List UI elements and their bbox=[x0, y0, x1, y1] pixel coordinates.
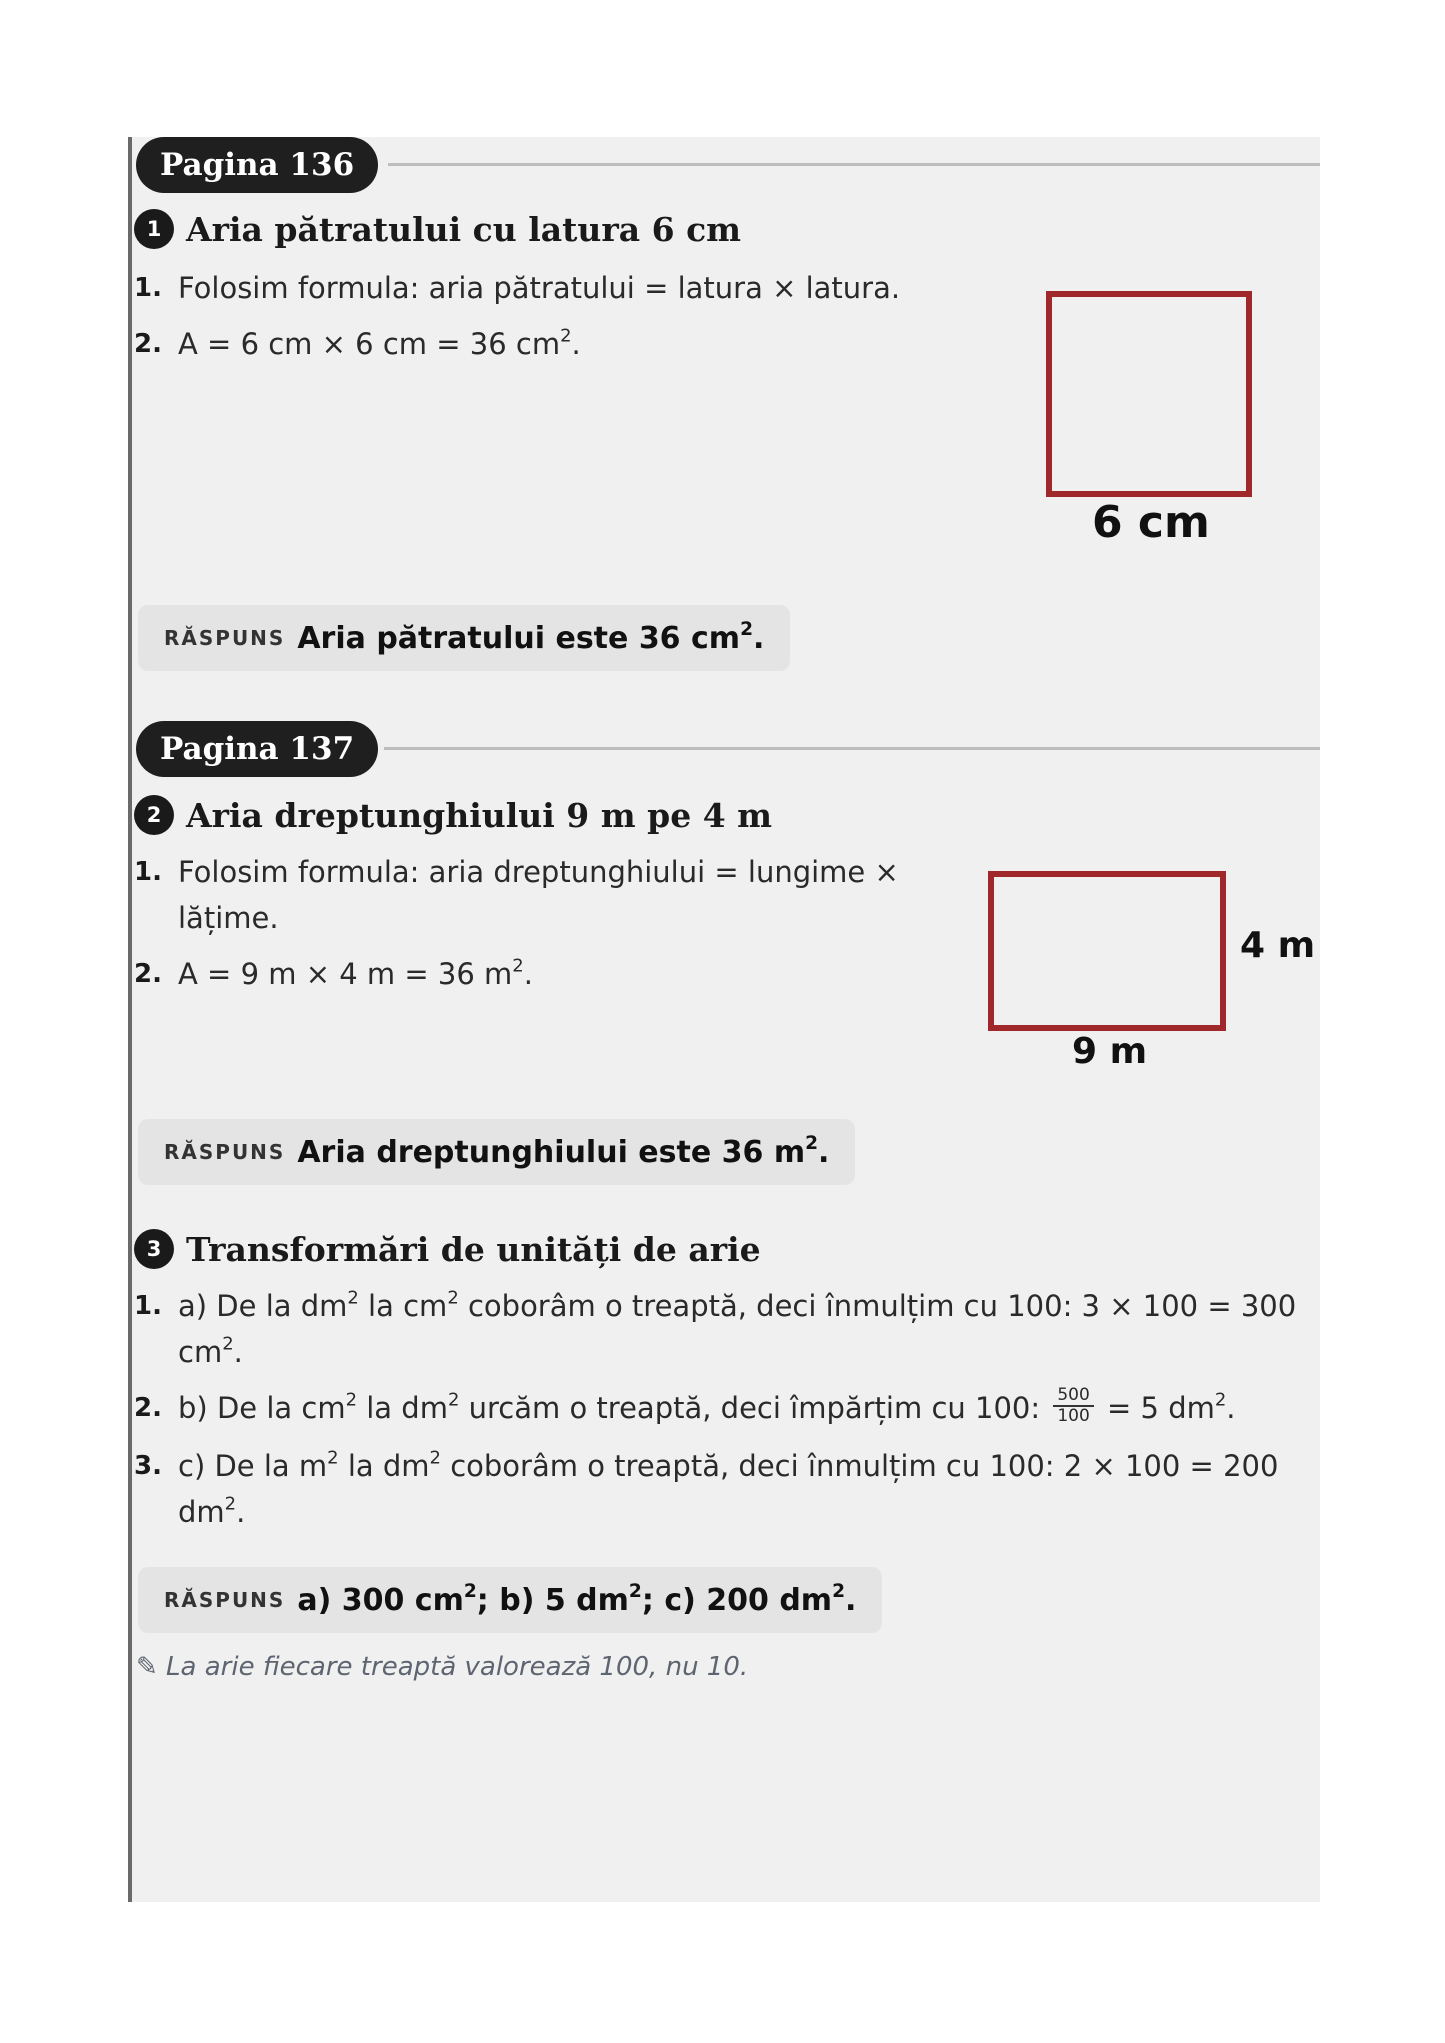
answer-label: RĂSPUNS bbox=[164, 1588, 286, 1612]
exercise-number-badge: 2 bbox=[134, 795, 174, 835]
step-number: 1. bbox=[134, 857, 162, 887]
page-label-136: Pagina 136 bbox=[136, 137, 378, 193]
exercise-title-text: Transformări de unități de arie bbox=[186, 1229, 761, 1269]
step-number: 1. bbox=[134, 1291, 162, 1321]
rectangle-shape bbox=[991, 874, 1223, 1028]
page-header-136 bbox=[136, 137, 1320, 193]
solution-panel bbox=[128, 137, 1320, 1902]
answer-text: a) 300 $cm^2$; b) 5 $dm^2$; c) 200 $dm^2$. bbox=[297, 1580, 857, 1618]
exercise-3-title bbox=[134, 1227, 761, 1271]
answer-text: Aria dreptunghiului este 36 $m^2$. bbox=[297, 1132, 830, 1170]
header-divider bbox=[384, 747, 1320, 750]
step-text: A = 9 m × 4 m = 36 $m^2$. bbox=[178, 955, 533, 991]
step-text: Folosim formula: aria pătratului = latura × latura. bbox=[178, 271, 901, 305]
exercise-title-text: Aria pătratului cu latura 6 cm bbox=[186, 209, 742, 249]
step-text: Folosim formula: aria dreptunghiului = lungime × lățime. bbox=[178, 855, 899, 935]
answer-label: RĂSPUNS bbox=[164, 1140, 286, 1164]
exercise-title-text: Aria dreptunghiului 9 m pe 4 m bbox=[186, 795, 773, 835]
answer-text: Aria pătratului este 36 $cm^2$. bbox=[297, 618, 765, 656]
square-figure bbox=[1046, 291, 1252, 497]
rectangle-figure bbox=[988, 871, 1228, 1033]
tip-note: ✎ La arie fiecare treaptă valorează 100, nu 10. bbox=[136, 1652, 749, 1682]
step-text: c) De la $m^2$ la $dm^2$ coborâm o treaptă, deci înmulțim cu 100: 2 × 100 = 200 $dm^2$. bbox=[178, 1447, 1279, 1529]
answer-box-2 bbox=[138, 1119, 855, 1185]
step-number: 2. bbox=[134, 1393, 162, 1423]
exercise-1-title bbox=[134, 207, 741, 251]
exercise-2-title bbox=[134, 793, 772, 837]
page-header-137 bbox=[136, 721, 1320, 777]
fraction: $\frac{500}{100}$ bbox=[1053, 1386, 1093, 1426]
step-number: 2. bbox=[134, 959, 162, 989]
answer-box-1 bbox=[138, 605, 790, 671]
step-text: A = 6 cm × 6 cm = 36 $cm^2$. bbox=[178, 325, 581, 361]
page-label-137: Pagina 137 bbox=[136, 721, 378, 777]
step-text: b) De la $cm^2$ la $dm^2$ urcăm o treaptă, deci împărțim cu 100: $\frac{500}{100}$ = 5 $dm^2$. bbox=[178, 1385, 1236, 1426]
answer-label: RĂSPUNS bbox=[164, 626, 286, 650]
step-number: 2. bbox=[134, 329, 162, 359]
rectangle-height-label: 4 m bbox=[1240, 925, 1316, 966]
header-divider bbox=[388, 163, 1320, 166]
step-number: 1. bbox=[134, 273, 162, 303]
square-side-label: 6 cm bbox=[1092, 497, 1210, 548]
step-number: 3. bbox=[134, 1451, 162, 1481]
answer-box-3 bbox=[138, 1567, 882, 1633]
rectangle-width-label: 9 m bbox=[1072, 1031, 1148, 1072]
exercise-number-badge: 1 bbox=[134, 209, 174, 249]
exercise-number-badge: 3 bbox=[134, 1229, 174, 1269]
step-text: a) De la $dm^2$ la $cm^2$ coborâm o treaptă, deci înmulțim cu 100: 3 × 100 = 300 $cm^2$. bbox=[178, 1287, 1297, 1369]
square-shape bbox=[1049, 294, 1249, 494]
